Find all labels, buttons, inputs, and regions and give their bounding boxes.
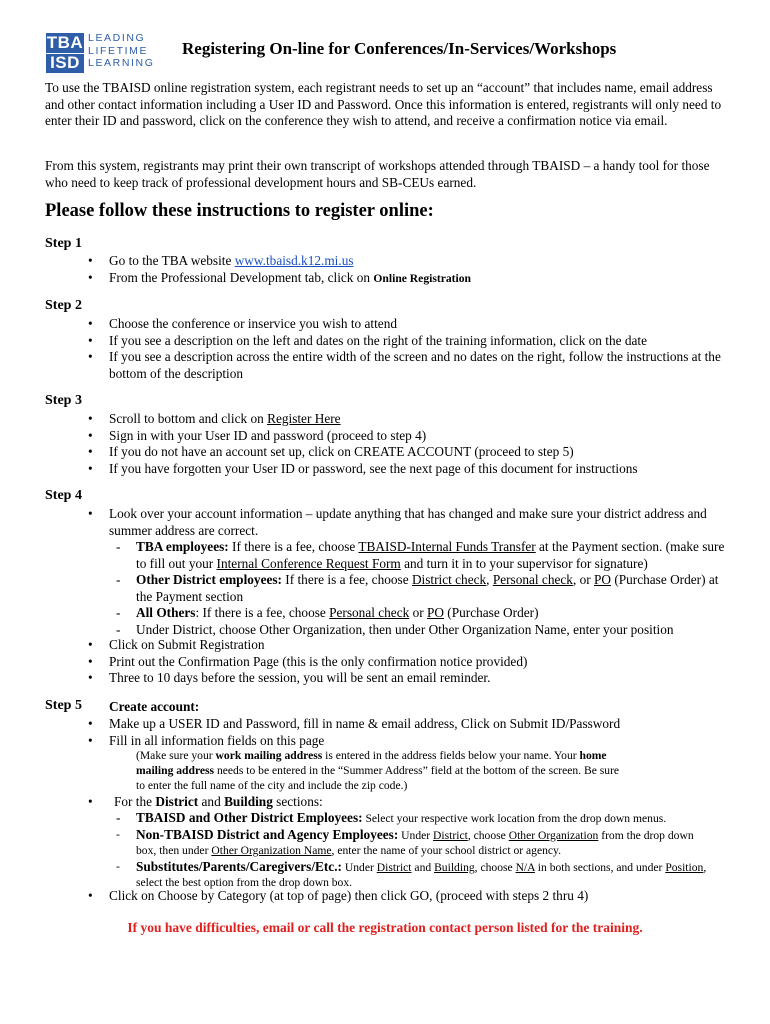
step-4-list [88,506,728,539]
text: needs to be entered in the “Summer Address” field at the bottom of the screen. Be sure to enter the full name of the city and include the zip code.) [136,764,620,792]
district-word: District [376,860,412,874]
list-item: • If you have forgotten your User ID or password, see the next page of this document for instructions [88,461,728,478]
text: If there is a fee, choose [281,572,412,587]
step-5-list-2 [88,794,728,811]
instructions-heading: Please follow these instructions to register online: [45,201,434,221]
text: and turn it in to your supervisor for signature) [400,555,648,571]
building-word: Building [224,794,273,809]
step-4-label: Step 4 [45,488,82,503]
text: , enter the name of your school district or agency. [331,844,561,857]
list-item: • Three to 10 days before the session, you will be sent an email reminder. [88,670,728,687]
text: If there is a fee, choose [228,539,359,554]
district-word: District [433,828,468,842]
building-word: Building [434,860,475,874]
non-tbaisd-label: Non-TBAISD District and Agency Employees: [136,826,399,842]
work-mailing-address: work mailing address [215,749,323,762]
list-item: • If you do not have an account set up, click on CREATE ACCOUNT (proceed to step 5) [88,444,728,461]
online-registration-label: Online Registration [373,271,471,285]
po: PO [594,572,611,587]
list-item: - Under District, choose Other Organization, then under Other Organization Name, enter your position [108,622,728,639]
step-3-list [88,411,728,477]
intro-paragraph-2: From this system, registrants may print their own transcript of workshops attended through TBAISD – a handy tool for those who need to keep track of professional development hours and SB-CEUs earned. [45,158,710,190]
page-title: Registering On-line for Conferences/In-Services/Workshops [182,39,617,58]
other-organization-name: Other Organization Name [211,844,332,857]
list-item [88,411,728,428]
step-4-sublist [108,539,728,638]
text: : If there is a fee, choose [195,605,330,620]
list-item: • Click on Submit Registration [88,637,728,654]
text: sections: [272,794,323,809]
list-item: • Look over your account information – update anything that has changed and make sure your district address and summer address are correct. [88,506,728,539]
text: For the [114,794,156,809]
text: at the Payment section. (make sure to fill out your [136,539,725,571]
step-1-text: Go to the TBA website [109,253,235,268]
list-item: • If you see a description on the left and dates on the right of the training information, click on the date [88,333,728,350]
list-item [88,270,728,287]
intro-paragraph-1: To use the TBAISD online registration system, each registrant needs to set up an “account” that includes name, email address and other contact information including a User ID and Password. Once this information is entered, registrants will only need to enter their ID and password, click on the conference they wish to attend, and receive a confirmation notice via email. [45,80,722,128]
tbaisd-internal-funds-transfer: TBAISD-Internal Funds Transfer [358,539,536,554]
create-account-label: Create account: [109,699,200,714]
other-organization: Other Organization [508,828,599,842]
text: , [486,572,493,587]
text: Select your respective work location from the drop down menus. [362,812,667,825]
logo-word-1: LEADING [88,32,146,44]
po: PO [426,605,444,620]
logo-words [88,32,154,70]
text: Under [341,860,377,874]
home-mailing-address: home mailing address [136,749,607,777]
step-5-list-3 [88,888,728,905]
step-1-text-2: From the Professional Development tab, click on [109,269,374,285]
tbaisd-employees-label: TBAISD and Other District Employees: [136,810,363,825]
other-district-label: Other District employees: [136,572,282,587]
list-item: • Choose the conference or inservice you wish to attend [88,316,728,333]
list-item: • Click on Choose by Category (at top of page) then click GO, (proceed with steps 2 thru 4) [88,888,728,905]
step-4-list-2 [88,637,728,687]
step-5-label: Step 5 [45,698,82,713]
text: , choose [467,828,509,842]
list-item: • Fill in all information fields on this page [88,733,728,750]
text: in both sections, and under [534,860,666,874]
text: or [409,605,427,620]
position-word: Position [665,860,704,874]
list-item: • Sign in with your User ID and password (proceed to step 4) [88,428,728,445]
list-item [108,605,728,622]
logo-box-bottom: ISD [46,53,84,73]
list-item [108,859,708,891]
list-item [108,827,708,859]
step-1-list [88,253,728,286]
text: (Purchase Order) [443,605,539,620]
tba-website-link[interactable]: www.tbaisd.k12.mi.us [234,253,354,268]
district-check: District check [411,572,487,587]
text: and [198,794,225,809]
step-3-label: Step 3 [45,393,82,408]
step-2-list [88,316,728,382]
text: and [411,860,435,874]
list-item [88,253,728,270]
list-item: • Print out the Confirmation Page (this is the only confirmation notice provided) [88,654,728,671]
step-1-label: Step 1 [45,236,82,251]
list-item [88,794,728,811]
text: (Purchase Order) at the Payment section [136,572,719,604]
logo-box-top: TBA [46,33,84,52]
list-item [108,539,728,572]
internal-conference-request-form: Internal Conference Request Form [216,555,401,571]
all-others-label: All Others [136,605,196,620]
step-5-sublist [108,810,708,891]
text: Under [398,828,434,842]
text: , choose [474,860,516,874]
address-note [136,748,626,793]
text: , or [572,572,594,587]
list-item: • Make up a USER ID and Password, fill in name & email address, Click on Submit ID/Password [88,716,728,733]
text: , select the best option from the drop down box. [136,860,707,889]
text: is entered in the address fields below your name. Your [322,749,580,762]
register-here-link[interactable]: Register Here [267,411,341,426]
difficulties-notice: If you have difficulties, email or call the registration contact person listed for the training. [127,920,643,935]
personal-check: Personal check [492,572,573,587]
tbaisd-logo [46,33,156,73]
list-item: • If you see a description across the entire width of the screen and no dates on the right, follow the instructions at the bottom of the description [88,349,728,382]
tba-employees-label: TBA employees: [136,539,229,554]
step-2-label: Step 2 [45,298,82,313]
personal-check: Personal check [329,605,410,620]
na-option: N/A [515,860,535,874]
logo-word-2: LIFETIME [88,44,149,57]
step-3-text: Scroll to bottom and click on [109,411,268,426]
step-5-list [88,716,728,749]
district-word: District [155,794,199,809]
text: (Make sure your [136,749,216,762]
logo-word-3: LEARNING [88,57,155,69]
list-item [108,810,708,827]
substitutes-label: Substitutes/Parents/Caregivers/Etc.: [136,858,342,874]
text: from the drop down box, then under [136,828,694,857]
list-item [108,572,728,605]
